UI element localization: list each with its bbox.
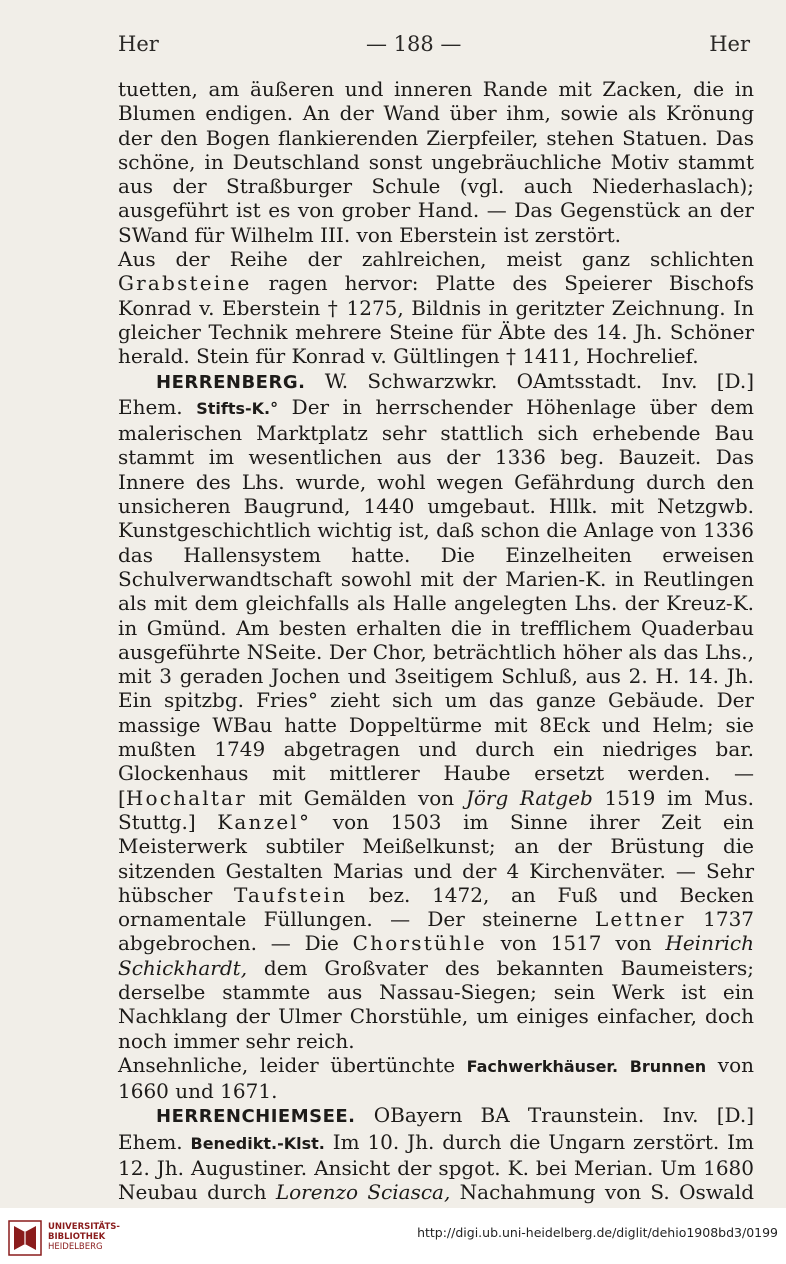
library-logo-icon bbox=[8, 1220, 42, 1256]
entry-heading: HERRENCHIEMSEE. bbox=[156, 1106, 356, 1128]
permalink-url[interactable]: http://digi.ub.uni-heidelberg.de/diglit/dehio1908bd3/0199 bbox=[417, 1225, 778, 1240]
text-run: mit Gemälden von bbox=[258, 785, 455, 810]
entry-label: Fachwerkhäuser. bbox=[466, 1056, 619, 1076]
artist-name: Lorenzo Sciasca, bbox=[275, 1180, 451, 1205]
text-run: bez. 1472, an Fuß und Becken ornamentale Füllungen. — Der steinerne bbox=[118, 882, 755, 932]
entry-label: Stifts-K.° bbox=[196, 398, 279, 418]
spaced-term: Chorstühle bbox=[352, 931, 487, 956]
page-number: — 188 — bbox=[366, 32, 462, 56]
library-name bbox=[48, 1222, 120, 1252]
entry-label: Brunnen bbox=[629, 1056, 707, 1076]
text-run: 1737 abgebrochen. — Die bbox=[118, 907, 755, 956]
text-run: ragen hervor: Platte des Speierer Bischofs Konrad v. Eberstein † 1275, Bildnis in geritzter Zeichnung. In gleicher Technik mehrere Steine für Äbte des 14. Jh. Schöner herald. Stein für Konrad v. Gültlingen † 1411, Hochrelief. bbox=[118, 271, 755, 369]
text-run: Im 10. Jh. durch die Ungarn zerstört. Im 12. Jh. Augustiner. Ansicht der spgot. K. bei Merian. Um 1680 Neubau durch bbox=[118, 1129, 755, 1205]
text-run: dem Großvater des bekannten Baumeisters; derselbe stammte aus Nassau-Siegen; sein Werk ist ein Nachklang der Ulmer Chorstühle, um einiges einfacher, doch noch immer sehr reich. bbox=[118, 955, 755, 1053]
text-run: OBayern BA Traunstein. Inv. [D.] Ehem. bbox=[118, 1103, 755, 1154]
entry-label: Benedikt.-Klst. bbox=[190, 1133, 325, 1153]
page-text bbox=[118, 77, 754, 1229]
paragraph-fachwerk bbox=[118, 1053, 754, 1104]
header-left-keyword: Her bbox=[118, 32, 159, 56]
spaced-term: Grabsteine bbox=[118, 271, 252, 296]
library-name-line: BIBLIOTHEK bbox=[48, 1232, 106, 1242]
text-run: 1519 im Mus. Stuttg.] bbox=[118, 785, 754, 834]
footer-bar bbox=[0, 1208, 786, 1264]
spaced-term: Kanzel° bbox=[217, 809, 312, 834]
library-name-line: HEIDELBERG bbox=[48, 1242, 103, 1252]
artist-name: Jörg Ratgeb bbox=[465, 785, 593, 810]
text-run: Ansehnliche, leider übertünchte bbox=[118, 1052, 456, 1077]
artist-name: Heinrich Schickhardt, bbox=[118, 931, 754, 980]
entry-herrenberg bbox=[118, 369, 754, 1053]
paragraph-grabsteine bbox=[118, 247, 754, 368]
header-right-keyword: Her bbox=[709, 32, 750, 56]
text-run: Der in herrschender Höhenlage über dem malerischen Marktplatz sehr stattlich sich erhebende Bau stammt im wesentlichen aus der 1336 beg. Bauzeit. Das Innere des Lhs. wurde, wohl wegen Gefährdung durch den unsicheren Baugrund, 1440 umgebaut. Hllk. mit Netzgwb. Kunstgeschichtlich wichtig ist, daß schon die Anlage von 1336 das Hallensystem hatte. Die Einzelheiten erweisen Schulverwandtschaft sowohl mit der Marien-K. in Reutlingen als mit dem gleichfalls als Halle angelegten Lhs. der Kreuz-K. in Gmünd. Am besten erhalten die in trefflichem Quaderbau ausgeführte NSeite. Der Chor, beträchtlich höher als das Lhs., mit 3 geraden Jochen und 3seitigem Schluß, aus 2. H. 14. Jh. Ein spitzbg. Fries° zieht sich um das ganze Gebäude. Der massige WBau hatte Doppeltürme mit 8Eck und Helm; sie mußten 1749 abgetragen und durch ein niedriges bar. Glockenhaus mit mittlerer Haube ersetzt werden. — [ bbox=[118, 394, 754, 810]
library-name-line: UNIVERSITÄTS- bbox=[48, 1222, 120, 1232]
text-run: Nachahmung von S. Oswald bbox=[459, 1180, 754, 1205]
spaced-term: Hochaltar bbox=[125, 785, 248, 810]
spaced-term: Lettner bbox=[594, 907, 686, 932]
text-run: Aus der Reihe der zahlreichen, meist ganz schlichten bbox=[118, 247, 754, 272]
text-run: von 1503 im Sinne ihrer Zeit ein Meisterwerk subtiler Meißelkunst; an der Brüstung die sitzenden Gestalten Marias und der 4 Kirchenväter. — Sehr hübscher bbox=[118, 809, 754, 907]
paragraph-continuation: tuetten, am äußeren und inneren Rande mit Zacken, die in Blumen endigen. An der Wand über ihm, sowie als Krönung der den Bogen flankierenden Zierpfeiler, stehen Statuen. Das schöne, in Deutschland sonst ungebräuchliche Motiv stammt aus der Straßburger Schule (vgl. auch Niederhaslach); ausgeführt ist es von grober Hand. — Das Gegenstück an der SWand für Wilhelm III. von Eberstein ist zerstört. bbox=[118, 77, 754, 247]
spaced-term: Taufstein bbox=[233, 882, 348, 907]
text-run: W. Schwarzwkr. OAmtsstadt. Inv. [D.] Ehem. bbox=[118, 368, 755, 419]
running-header bbox=[118, 32, 750, 62]
entry-heading: HERRENBERG. bbox=[156, 371, 306, 393]
text-run: von 1660 und 1671. bbox=[118, 1052, 754, 1104]
text-run: von 1517 von bbox=[500, 931, 652, 956]
